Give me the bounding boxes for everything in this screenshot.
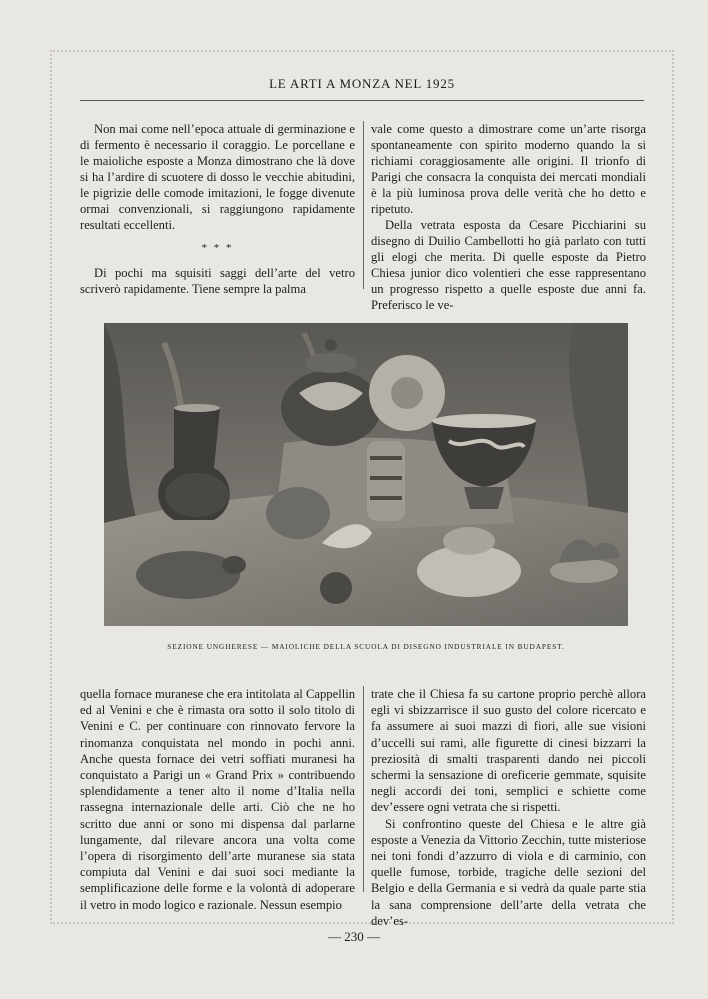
column-divider xyxy=(363,686,364,892)
bottom-right-column xyxy=(371,686,646,929)
paragraph: Non mai come nell’epoca attuale di germinazione e di fermento è necessario il coraggio. Le porcellane e le maioliche esposte a Monza dimostrano che là dove si ha l’ardire di scuotere di dosso le vecchie abitudini, le pigrizie delle comode imitazioni, le fogge divenute ormai convenzionali, si raggiungono rapidamente resultati eccellenti. xyxy=(80,122,355,232)
ceramics-photograph xyxy=(104,323,628,626)
top-right-column xyxy=(371,121,646,313)
page-number: — 230 — xyxy=(328,929,380,944)
bottom-left-column xyxy=(80,686,355,913)
header-rule xyxy=(80,100,644,101)
section-break-stars: * * * xyxy=(201,242,234,254)
turtle-figure xyxy=(136,551,240,599)
paragraph: Della vetrata esposta da Cesare Picchiarini su disegno di Duilio Cambellotti ho già parlato con tutti gli elogi che merita. Di quelle esposte da Pietro Chiesa junior dico volentieri che esse rappresentano un progresso rispetto a quelle esposte due anni fa. Preferisco le ve- xyxy=(371,218,646,312)
round-pot xyxy=(266,487,330,539)
paragraph: vale come questo a dimostrare come un’arte risorga spontaneamente con spirito moderno quando la si richiami coraggiosamente alle origini. Il trionfo di Parigi che consacra la conquista dei mercati mondiali è la più luminosa prova delle verità che ho detto e ripetuto. xyxy=(371,122,646,216)
patterned-vase xyxy=(367,441,405,521)
top-left-column xyxy=(80,121,355,297)
paragraph: Di pochi ma squisiti saggi dell’arte del vetro scriverò rapidamente. Tiene sempre la palma xyxy=(80,266,355,296)
paragraph: Si confrontino queste del Chiesa e le altre già esposte a Venezia da Vittorio Zecchin, tutte misteriose nei toni fondi d’azzurro di viola e di carminio, con quelle fumose, torbide, tragiche delle sezioni del Belgio e della Germania e si vedrà da quale parte stia la sana comprensione dell’arte della vetrata che dev’es- xyxy=(371,816,646,928)
running-header: LE ARTI A MONZA NEL 1925 xyxy=(269,76,455,91)
paragraph: quella fornace muranese che era intitolata al Cappellin ed al Venini e che è rimasta ora sotto il solo titolo di Venini e C. per continuare con rinnovato fervore la rinomanza conquistata nel mondo in pochi anni. Anche questa fornace dei vetri soffiati muranesi ha conquistato a Parigi un « Grand Prix » contribuendo splendidamente a tener alto il nome d’Italia nella rassegna internazionale delle arti. Ciò che ne ho scritto due anni or sono mi dispensa dal parlarne lungamente, dal rilevare ancora una volta come l’opera di risorgimento dell’arte muranese sia stata compiuta dal Venini e dai suoi soci mediante la semplificazione delle forme e la volontà di adoperare il vetro in modo logico e razionale. Nessun esempio xyxy=(80,687,355,912)
paragraph: trate che il Chiesa fa su cartone proprio perchè allora egli vi sbizzarrisce il suo gusto del colore ricercato e fa assumere ai suoi mazzi di fiori, alle sue visioni d’uccelli sui rami, alle figurette di cinesi bizzarri la preziosità di smalti trasparenti dando nei piccoli schermi la sensazione di oreficerie gemmate, squisite negli accordi dei toni, semplici e schiette come dev’essere ogni vetrata che si rispetti. xyxy=(371,687,646,815)
column-divider xyxy=(363,121,364,289)
figure-caption: SEZIONE UNGHERESE — MAIOLICHE DELLA SCUOLA DI DISEGNO INDUSTRIALE IN BUDAPEST. xyxy=(167,642,565,651)
